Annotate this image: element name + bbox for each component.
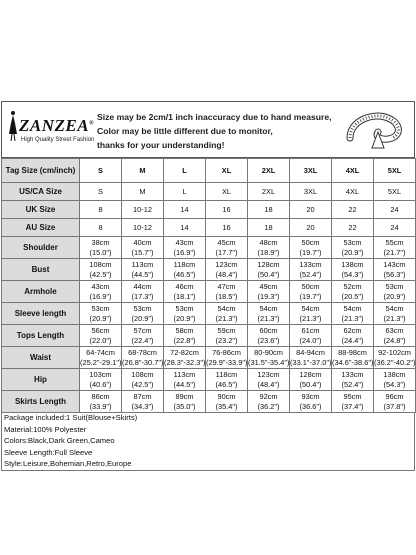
- size-value-cell: [206, 369, 248, 391]
- imperial-value: (21.3"): [257, 313, 280, 323]
- metric-value: 20: [306, 204, 315, 214]
- metric-value: 24: [390, 222, 399, 232]
- size-value-cell: [374, 303, 416, 325]
- table-row: [2, 183, 416, 201]
- size-value-cell: [374, 325, 416, 347]
- size-value-cell: [290, 281, 332, 303]
- metric-value: 138cm: [383, 369, 406, 379]
- imperial-value: (50.4"): [299, 379, 322, 389]
- metric-value: 72-82cm: [170, 347, 199, 357]
- size-value-cell: [332, 281, 374, 303]
- metric-value: 68-78cm: [128, 347, 157, 357]
- metric-value: 22: [348, 222, 357, 232]
- metric-value: 84-94cm: [296, 347, 325, 357]
- metric-value: 24: [390, 204, 399, 214]
- size-value-cell: [80, 201, 122, 219]
- metric-value: 40cm: [133, 237, 152, 247]
- size-value-cell: [122, 183, 164, 201]
- imperial-value: (42.5"): [89, 269, 112, 279]
- imperial-value: (34.6"-38.6"): [332, 357, 374, 367]
- size-value-cell: [164, 347, 206, 369]
- size-value-cell: [332, 183, 374, 201]
- info-line: Colors:Black,Dark Green,Cameo: [4, 436, 115, 445]
- info-line: Package included:1 Suit(Blouse+Skirts): [4, 413, 138, 422]
- size-value-cell: [80, 259, 122, 281]
- metric-value: 63cm: [385, 325, 404, 335]
- imperial-value: (34.3"): [131, 401, 154, 411]
- metric-value: 123cm: [215, 259, 238, 269]
- metric-value: 103cm: [89, 369, 112, 379]
- row-label: AU Size: [2, 219, 80, 237]
- size-value-cell: [290, 259, 332, 281]
- metric-value: 50cm: [301, 237, 320, 247]
- imperial-value: (44.5"): [173, 379, 196, 389]
- metric-value: 60cm: [259, 325, 278, 335]
- metric-value: 53cm: [175, 303, 194, 313]
- metric-value: 3XL: [303, 186, 318, 196]
- size-header-cell: S: [80, 159, 122, 183]
- metric-value: 118cm: [215, 369, 238, 379]
- size-value-cell: [80, 391, 122, 413]
- metric-value: 56cm: [91, 325, 110, 335]
- size-value-cell: [248, 303, 290, 325]
- tag-size-label: Tag Size (cm/inch): [2, 159, 80, 183]
- imperial-value: (46.5"): [215, 379, 238, 389]
- size-value-cell: [206, 201, 248, 219]
- imperial-value: (19.3"): [257, 291, 280, 301]
- metric-value: 96cm: [385, 391, 404, 401]
- metric-value: 22: [348, 204, 357, 214]
- imperial-value: (22.4"): [131, 335, 154, 345]
- metric-value: 113cm: [173, 369, 196, 379]
- metric-value: 54cm: [301, 303, 320, 313]
- table-row: [2, 347, 416, 369]
- size-value-cell: [206, 325, 248, 347]
- size-value-cell: [290, 347, 332, 369]
- size-value-cell: [80, 183, 122, 201]
- size-value-cell: [248, 369, 290, 391]
- imperial-value: (18.1"): [173, 291, 196, 301]
- imperial-value: (35.0"): [173, 401, 196, 411]
- imperial-value: (15.7"): [131, 247, 154, 257]
- size-value-cell: [206, 391, 248, 413]
- metric-value: 55cm: [385, 237, 404, 247]
- table-row: [2, 303, 416, 325]
- imperial-value: (18.9"): [257, 247, 280, 257]
- size-value-cell: [290, 237, 332, 259]
- size-value-cell: [290, 303, 332, 325]
- imperial-value: (21.7"): [383, 247, 406, 257]
- size-value-cell: [248, 201, 290, 219]
- imperial-value: (17.3"): [131, 291, 154, 301]
- size-value-cell: [248, 391, 290, 413]
- imperial-value: (26.8"-30.7"): [122, 357, 164, 367]
- row-label: Sleeve length: [2, 303, 80, 325]
- size-value-cell: [80, 237, 122, 259]
- metric-value: 128cm: [299, 369, 322, 379]
- imperial-value: (31.5"-35.4"): [248, 357, 290, 367]
- metric-value: 8: [98, 222, 103, 232]
- metric-value: 133cm: [299, 259, 322, 269]
- metric-value: 10-12: [133, 222, 152, 232]
- size-header-row: [2, 159, 416, 183]
- imperial-value: (48.4"): [257, 379, 280, 389]
- size-value-cell: [122, 259, 164, 281]
- size-value-cell: [122, 325, 164, 347]
- imperial-value: (33.9"): [89, 401, 112, 411]
- imperial-value: (20.9"): [173, 313, 196, 323]
- size-value-cell: [374, 369, 416, 391]
- metric-value: 44cm: [133, 281, 152, 291]
- notice-line: Color may be little different due to monitor,: [97, 126, 273, 136]
- imperial-value: (54.3"): [341, 269, 364, 279]
- metric-value: 54cm: [385, 303, 404, 313]
- size-value-cell: [164, 237, 206, 259]
- row-label: Armhole: [2, 281, 80, 303]
- metric-value: 128cm: [257, 259, 280, 269]
- size-value-cell: [374, 237, 416, 259]
- metric-value: 10-12: [133, 204, 152, 214]
- size-value-cell: [206, 303, 248, 325]
- size-value-cell: [206, 237, 248, 259]
- imperial-value: (16.9"): [173, 247, 196, 257]
- row-label: Shoulder: [2, 237, 80, 259]
- imperial-value: (50.4"): [257, 269, 280, 279]
- imperial-value: (36.2"-40.2"): [374, 357, 416, 367]
- size-value-cell: [80, 369, 122, 391]
- size-value-cell: [374, 259, 416, 281]
- brand-tagline: High Quality Street Fashion: [21, 137, 95, 143]
- metric-value: 92cm: [259, 391, 278, 401]
- metric-value: S: [98, 186, 103, 196]
- imperial-value: (56.3"): [383, 269, 406, 279]
- measuring-tape-icon: [344, 108, 408, 152]
- imperial-value: (15.0"): [89, 247, 112, 257]
- table-row: [2, 201, 416, 219]
- metric-value: L: [182, 186, 187, 196]
- metric-value: 93cm: [301, 391, 320, 401]
- brand-name: ZANZEA®: [19, 116, 95, 135]
- metric-value: 20: [306, 222, 315, 232]
- imperial-value: (35.4"): [215, 401, 238, 411]
- metric-value: 14: [180, 204, 189, 214]
- imperial-value: (24.8"): [383, 335, 406, 345]
- size-value-cell: [122, 303, 164, 325]
- imperial-value: (17.7"): [215, 247, 238, 257]
- row-label: Skirts Length: [2, 391, 80, 413]
- imperial-value: (20.9"): [383, 291, 406, 301]
- imperial-value: (21.3"): [215, 313, 238, 323]
- size-value-cell: [80, 303, 122, 325]
- size-value-cell: [290, 219, 332, 237]
- metric-value: 95cm: [343, 391, 362, 401]
- metric-value: 53cm: [133, 303, 152, 313]
- size-value-cell: [164, 183, 206, 201]
- size-value-cell: [164, 201, 206, 219]
- row-label: Hip: [2, 369, 80, 391]
- table-row: [2, 325, 416, 347]
- size-value-cell: [206, 347, 248, 369]
- metric-value: 86cm: [91, 391, 110, 401]
- size-value-cell: [206, 281, 248, 303]
- imperial-value: (33.1"-37.0"): [290, 357, 332, 367]
- size-value-cell: [374, 219, 416, 237]
- table-row: [2, 219, 416, 237]
- size-value-cell: [374, 391, 416, 413]
- size-value-cell: [206, 183, 248, 201]
- metric-value: 53cm: [385, 281, 404, 291]
- imperial-value: (52.4"): [341, 379, 364, 389]
- metric-value: 108cm: [89, 259, 112, 269]
- row-label: US/CA Size: [2, 183, 80, 201]
- metric-value: 59cm: [217, 325, 236, 335]
- size-value-cell: [80, 281, 122, 303]
- imperial-value: (23.2"): [215, 335, 238, 345]
- imperial-value: (21.3"): [341, 313, 364, 323]
- size-value-cell: [164, 325, 206, 347]
- metric-value: 64-74cm: [86, 347, 115, 357]
- metric-value: 80-90cm: [254, 347, 283, 357]
- size-value-cell: [164, 303, 206, 325]
- imperial-value: (21.3"): [383, 313, 406, 323]
- size-value-cell: [290, 201, 332, 219]
- size-value-cell: [122, 347, 164, 369]
- imperial-value: (44.5"): [131, 269, 154, 279]
- size-value-cell: [332, 219, 374, 237]
- imperial-value: (20.9"): [341, 247, 364, 257]
- imperial-value: (48.4"): [215, 269, 238, 279]
- size-value-cell: [332, 369, 374, 391]
- metric-value: 48cm: [259, 237, 278, 247]
- metric-value: 18: [264, 204, 273, 214]
- metric-value: 138cm: [341, 259, 364, 269]
- size-value-cell: [164, 369, 206, 391]
- notice-line: thanks for your understanding!: [97, 140, 225, 150]
- metric-value: 76-86cm: [212, 347, 241, 357]
- size-value-cell: [80, 219, 122, 237]
- metric-value: 50cm: [301, 281, 320, 291]
- size-value-cell: [164, 391, 206, 413]
- row-label: Bust: [2, 259, 80, 281]
- size-value-cell: [332, 303, 374, 325]
- size-value-cell: [374, 183, 416, 201]
- metric-value: 16: [222, 204, 231, 214]
- metric-value: 87cm: [133, 391, 152, 401]
- metric-value: 46cm: [175, 281, 194, 291]
- imperial-value: (19.7"): [299, 247, 322, 257]
- metric-value: 54cm: [217, 303, 236, 313]
- imperial-value: (54.3"): [383, 379, 406, 389]
- notice-line: Size may be 2cm/1 inch inaccuracy due to hand measure,: [97, 112, 332, 122]
- row-label: UK Size: [2, 201, 80, 219]
- metric-value: 53cm: [343, 237, 362, 247]
- metric-value: 43cm: [91, 281, 110, 291]
- size-value-cell: [332, 391, 374, 413]
- imperial-value: (40.6"): [89, 379, 112, 389]
- table-row: [2, 391, 416, 413]
- metric-value: 92-102cm: [378, 347, 411, 357]
- size-value-cell: [248, 347, 290, 369]
- imperial-value: (25.2"-29.1"): [80, 357, 122, 367]
- row-label: Tops Length: [2, 325, 80, 347]
- brand-logo: [5, 110, 95, 154]
- imperial-value: (37.4"): [341, 401, 364, 411]
- metric-value: 118cm: [173, 259, 196, 269]
- imperial-value: (22.0"): [89, 335, 112, 345]
- size-value-cell: [248, 325, 290, 347]
- imperial-value: (46.5"): [173, 269, 196, 279]
- metric-value: 53cm: [91, 303, 110, 313]
- metric-value: 108cm: [131, 369, 154, 379]
- size-header-cell: 5XL: [374, 159, 416, 183]
- size-header-cell: M: [122, 159, 164, 183]
- metric-value: 89cm: [175, 391, 194, 401]
- size-value-cell: [332, 325, 374, 347]
- imperial-value: (28.3"-32.3"): [164, 357, 206, 367]
- size-value-cell: [332, 201, 374, 219]
- size-value-cell: [332, 237, 374, 259]
- metric-value: 88-98cm: [338, 347, 367, 357]
- row-label: Waist: [2, 347, 80, 369]
- imperial-value: (24.0"): [299, 335, 322, 345]
- size-value-cell: [248, 259, 290, 281]
- imperial-value: (37.8"): [383, 401, 406, 411]
- metric-value: 38cm: [91, 237, 110, 247]
- imperial-value: (18.5"): [215, 291, 238, 301]
- metric-value: 45cm: [217, 237, 236, 247]
- imperial-value: (16.9"): [89, 291, 112, 301]
- metric-value: 58cm: [175, 325, 194, 335]
- size-value-cell: [122, 391, 164, 413]
- size-value-cell: [164, 219, 206, 237]
- metric-value: M: [139, 186, 146, 196]
- size-value-cell: [122, 369, 164, 391]
- size-value-cell: [80, 325, 122, 347]
- size-value-cell: [122, 237, 164, 259]
- metric-value: 47cm: [217, 281, 236, 291]
- size-value-cell: [122, 219, 164, 237]
- metric-value: 113cm: [131, 259, 154, 269]
- metric-value: 43cm: [175, 237, 194, 247]
- metric-value: 133cm: [341, 369, 364, 379]
- metric-value: 123cm: [257, 369, 280, 379]
- imperial-value: (20.5"): [341, 291, 364, 301]
- metric-value: 49cm: [259, 281, 278, 291]
- metric-value: 143cm: [383, 259, 406, 269]
- size-value-cell: [164, 281, 206, 303]
- metric-value: 57cm: [133, 325, 152, 335]
- size-value-cell: [122, 201, 164, 219]
- metric-value: 54cm: [259, 303, 278, 313]
- table-row: [2, 281, 416, 303]
- size-header-cell: 2XL: [248, 159, 290, 183]
- imperial-value: (36.2"): [257, 401, 280, 411]
- size-value-cell: [290, 183, 332, 201]
- imperial-value: (23.6"): [257, 335, 280, 345]
- info-line: Sleeve Length:Full Sleeve: [4, 447, 93, 457]
- info-line: Material:100% Polyester: [4, 424, 87, 434]
- metric-value: 62cm: [343, 325, 362, 335]
- table-row: [2, 369, 416, 391]
- imperial-value: (19.7"): [299, 291, 322, 301]
- size-value-cell: [290, 325, 332, 347]
- size-value-cell: [374, 201, 416, 219]
- metric-value: 4XL: [345, 186, 360, 196]
- imperial-value: (20.9"): [131, 313, 154, 323]
- size-value-cell: [248, 183, 290, 201]
- table-row: [2, 259, 416, 281]
- imperial-value: (42.5"): [131, 379, 154, 389]
- metric-value: 16: [222, 222, 231, 232]
- imperial-value: (52.4"): [299, 269, 322, 279]
- size-value-cell: [164, 259, 206, 281]
- measurement-notice: [97, 110, 337, 152]
- metric-value: XL: [221, 186, 232, 196]
- size-value-cell: [206, 259, 248, 281]
- size-chart-header: [1, 101, 415, 158]
- metric-value: 54cm: [343, 303, 362, 313]
- imperial-value: (20.9"): [89, 313, 112, 323]
- metric-value: 5XL: [387, 186, 402, 196]
- imperial-value: (21.3"): [299, 313, 322, 323]
- table-row: [2, 237, 416, 259]
- metric-value: 14: [180, 222, 189, 232]
- imperial-value: (36.6"): [299, 401, 322, 411]
- size-value-cell: [332, 347, 374, 369]
- metric-value: 52cm: [343, 281, 362, 291]
- imperial-value: (22.8"): [173, 335, 196, 345]
- metric-value: 2XL: [261, 186, 276, 196]
- size-value-cell: [332, 259, 374, 281]
- metric-value: 18: [264, 222, 273, 232]
- size-value-cell: [80, 347, 122, 369]
- metric-value: 61cm: [301, 325, 320, 335]
- size-header-cell: XL: [206, 159, 248, 183]
- imperial-value: (29.9"-33.9"): [206, 357, 248, 367]
- size-value-cell: [248, 281, 290, 303]
- size-value-cell: [248, 219, 290, 237]
- size-value-cell: [290, 391, 332, 413]
- size-value-cell: [290, 369, 332, 391]
- size-value-cell: [206, 219, 248, 237]
- size-value-cell: [248, 237, 290, 259]
- size-chart-table: [1, 158, 416, 413]
- size-value-cell: [374, 281, 416, 303]
- size-header-cell: L: [164, 159, 206, 183]
- size-header-cell: 4XL: [332, 159, 374, 183]
- imperial-value: (24.4"): [341, 335, 364, 345]
- product-info: [1, 412, 415, 471]
- size-value-cell: [122, 281, 164, 303]
- fashion-figure-icon: [7, 110, 19, 142]
- metric-value: 8: [98, 204, 103, 214]
- metric-value: 90cm: [217, 391, 236, 401]
- size-value-cell: [374, 347, 416, 369]
- info-line: Style:Leisure,Bohemian,Retro,Europe: [4, 459, 132, 468]
- size-header-cell: 3XL: [290, 159, 332, 183]
